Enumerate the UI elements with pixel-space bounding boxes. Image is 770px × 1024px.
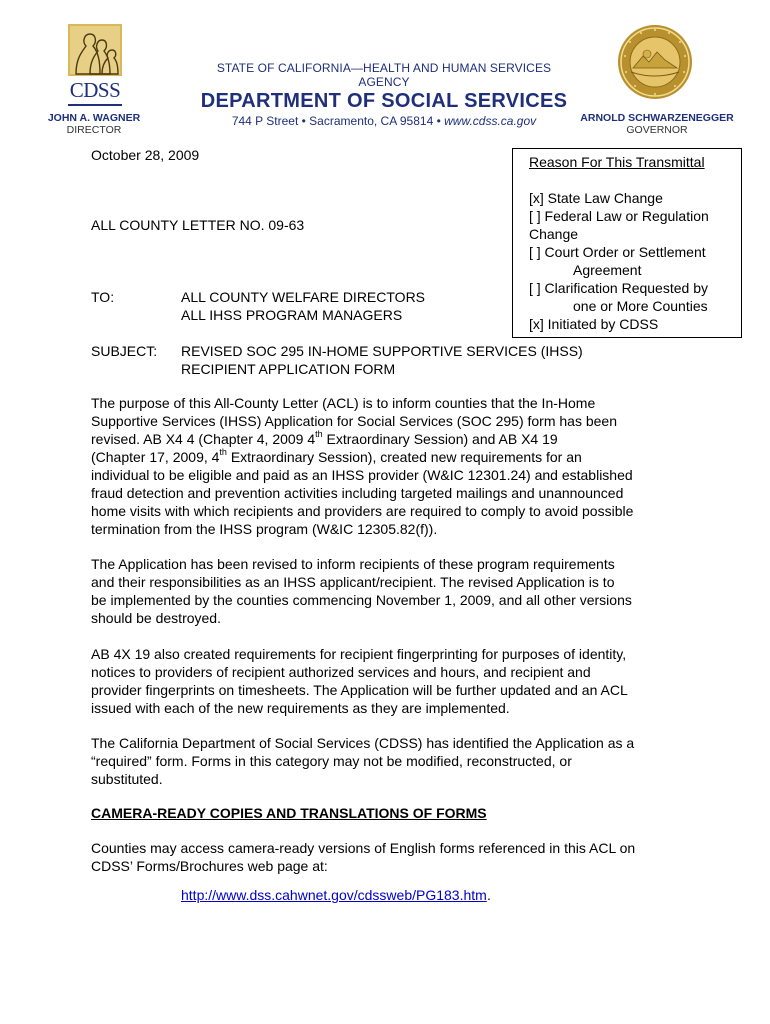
agency-header — [193, 61, 575, 128]
paragraph-line: CDSS’ Forms/Brochures web page at: — [91, 858, 328, 874]
paragraph-line: The purpose of this All-County Letter (ACL) is to inform counties that the In-Home — [91, 395, 596, 411]
paragraph-line: issued with each of the new requirements as they are implemented. — [91, 700, 510, 716]
to-recipient-line: ALL COUNTY WELFARE DIRECTORS — [181, 289, 426, 305]
line-segment: Extraordinary Session) and AB X4 19 — [322, 431, 558, 447]
revision-paragraph — [91, 555, 689, 627]
paragraph-line: provider fingerprints on timesheets. The Application will be further updated and an ACL — [91, 682, 628, 698]
subject-line: REVISED SOC 295 IN-HOME SUPPORTIVE SERVICES (IHSS) — [181, 343, 583, 359]
transmittal-reason-box — [512, 148, 742, 338]
paragraph-line — [91, 448, 689, 466]
transmittal-item: [ ] Federal Law or Regulation — [529, 208, 709, 224]
acl-number: ALL COUNTY LETTER NO. 09-63 — [91, 217, 305, 233]
transmittal-item: [ ] Court Order or Settlement — [529, 244, 706, 260]
to-label: TO: — [91, 289, 115, 305]
subject-text — [181, 342, 661, 378]
paragraph-line: individual to be eligible and paid as an IHSS provider (W&IC 12301.24) and established — [91, 467, 633, 483]
to-recipients — [181, 288, 425, 324]
cdss-logo — [60, 24, 130, 110]
camera-ready-paragraph — [91, 839, 689, 875]
paragraph-line: and their responsibilities as an IHSS applicant/recipient. The revised Application is to — [91, 574, 615, 590]
paragraph-line: home visits with which recipients and providers are required to comply to avoid possible — [91, 503, 634, 519]
subject-label: SUBJECT: — [91, 343, 158, 359]
address-text: 744 P Street • Sacramento, CA 95814 • — [231, 114, 445, 128]
transmittal-item: [x] Initiated by CDSS — [529, 316, 659, 332]
paragraph-line: substituted. — [91, 771, 163, 787]
governor-title: GOVERNOR — [626, 124, 688, 136]
director-title: DIRECTOR — [66, 124, 122, 136]
superscript: th — [219, 447, 227, 458]
paragraph-line: be implemented by the counties commencing November 1, 2009, and all other versions — [91, 592, 632, 608]
transmittal-item: one or More Counties — [573, 298, 708, 314]
transmittal-item: Change — [529, 226, 579, 242]
paragraph-line: AB 4X 19 also created requirements for recipient fingerprinting for purposes of identity, — [91, 646, 627, 662]
paragraph-line: The Application has been revised to inform recipients of these program requirements — [91, 556, 615, 572]
fingerprinting-paragraph — [91, 645, 689, 717]
required-form-paragraph — [91, 734, 689, 788]
paragraph-line: should be destroyed. — [91, 610, 221, 626]
governor-block — [574, 112, 740, 136]
letter-date: October 28, 2009 — [91, 147, 200, 163]
transmittal-item: [ ] Clarification Requested by — [529, 280, 708, 296]
paragraph-line: “required” form. Forms in this category may not be modified, reconstructed, or — [91, 753, 572, 769]
director-block — [44, 112, 144, 136]
transmittal-item: [x] State Law Change — [529, 190, 663, 206]
paragraph-line: The California Department of Social Services (CDSS) has identified the Application as a — [91, 735, 635, 751]
paragraph-line: fraud detection and prevention activities including targeted mailings and unannounced — [91, 485, 624, 501]
line-segment: (Chapter 17, 2009, 4 — [91, 449, 220, 465]
paragraph-line: termination from the IHSS program (W&IC 12305.82(f)). — [91, 521, 438, 537]
website-text: www.cdss.ca.gov — [444, 114, 537, 128]
purpose-paragraph — [91, 394, 689, 538]
line-segment: revised. AB X4 4 (Chapter 4, 2009 4 — [91, 431, 316, 447]
line-segment: Extraordinary Session), created new requirements for an — [226, 449, 582, 465]
paragraph-line: Supportive Services (IHSS) Application for Social Services (SOC 295) form has been — [91, 413, 618, 429]
california-seal-icon — [617, 24, 693, 100]
director-name: JOHN A. WAGNER — [47, 112, 141, 124]
to-recipient-line: ALL IHSS PROGRAM MANAGERS — [181, 307, 403, 323]
subject-line: RECIPIENT APPLICATION FORM — [181, 361, 396, 377]
forms-web-page-link[interactable]: http://www.dss.cahwnet.gov/cdssweb/PG183.htm — [181, 887, 487, 903]
department-address — [193, 114, 575, 128]
paragraph-line — [91, 430, 689, 448]
transmittal-item: Agreement — [573, 262, 642, 278]
link-period: . — [487, 887, 491, 903]
paragraph-line: notices to providers of recipient authorized services and hours, and recipient and — [91, 664, 591, 680]
cdss-logo-underline — [68, 104, 122, 106]
cdss-family-icon — [68, 24, 122, 76]
agency-line: STATE OF CALIFORNIA—HEALTH AND HUMAN SERVICES AGENCY — [216, 61, 552, 89]
camera-ready-heading: CAMERA-READY COPIES AND TRANSLATIONS OF FORMS — [91, 805, 487, 821]
cdss-logo-text: CDSS — [69, 78, 121, 102]
governor-name: ARNOLD SCHWARZENEGGER — [580, 112, 734, 124]
department-name: DEPARTMENT OF SOCIAL SERVICES — [200, 90, 568, 112]
superscript: th — [315, 429, 323, 440]
paragraph-line: Counties may access camera-ready versions of English forms referenced in this ACL on — [91, 840, 636, 856]
transmittal-heading: Reason For This Transmittal — [529, 154, 705, 170]
